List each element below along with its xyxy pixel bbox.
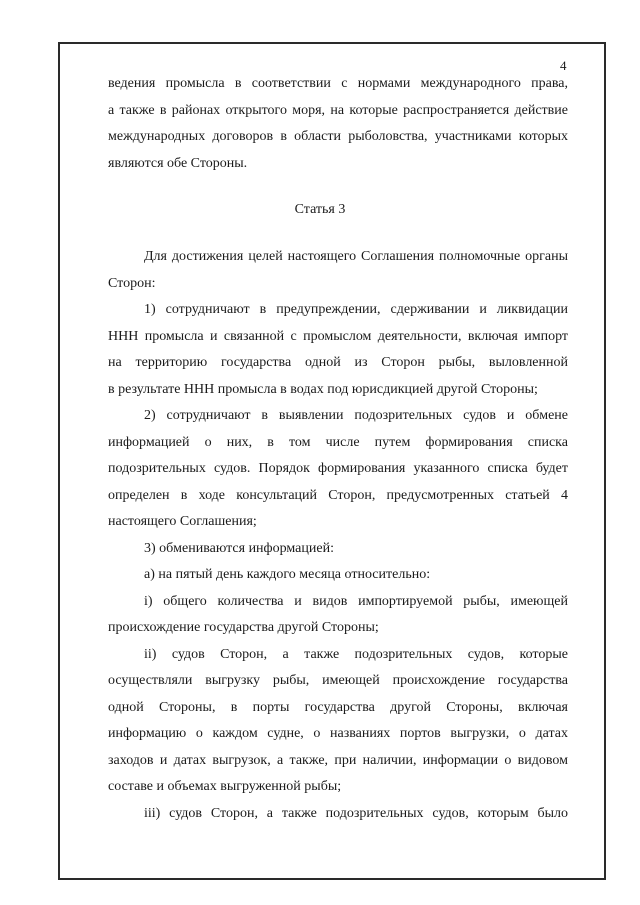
article-heading: Статья 3: [294, 202, 346, 217]
text-line: а) на пятый день каждого месяца относительно:: [144, 567, 431, 582]
page-number: 4: [560, 58, 567, 73]
text-line: осуществляли выгрузку рыбы, имеющей происхождение государства: [108, 673, 568, 688]
item-1-paragraph: [108, 297, 568, 403]
text-line: а также в районах открытого моря, на которые распространяется действие: [108, 102, 568, 118]
text-line: составе и объемах выгруженной рыбы;: [108, 779, 342, 794]
text-line: являются обе Стороны.: [108, 155, 248, 171]
text-line: заходов и датах выгрузок, а также, при наличии, информации о видовом: [108, 752, 568, 768]
text-line: информацией о них, в том числе путем формирования списка: [108, 434, 568, 450]
text-line: в результате ННН промысла в водах под юрисдикцией другой Стороны;: [108, 381, 538, 397]
item-3-paragraph: [108, 536, 568, 563]
item-3a-paragraph: [108, 562, 568, 589]
text-line: одной Стороны, в порты государства другой Стороны, включая: [108, 699, 568, 715]
text-line: настоящего Соглашения;: [108, 514, 257, 529]
text-line: iii) судов Сторон, а также подозрительных судов, которым было: [144, 805, 568, 821]
text-line: происхождение государства другой Стороны;: [108, 620, 379, 635]
item-2-paragraph: [108, 403, 568, 536]
text-line: 3) обмениваются информацией:: [144, 540, 334, 556]
text-line: ННН промысла и связанной с промыслом деятельности, включая импорт: [108, 328, 568, 344]
text-line: ведения промысла в соответствии с нормами международного права,: [108, 76, 568, 91]
article-intro-paragraph: [108, 244, 568, 297]
intro-paragraph: [108, 71, 568, 177]
text-line: 1) сотрудничают в предупреждении, сдерживании и ликвидации: [144, 302, 568, 317]
text-line: 2) сотрудничают в выявлении подозрительных судов и обмене: [144, 408, 568, 423]
item-ii-paragraph: [108, 642, 568, 801]
text-line: информацию о каждом судне, о названиях портов выгрузки, о датах: [108, 726, 568, 741]
text-line: международных договоров в области рыболовства, участниками которых: [108, 129, 568, 144]
text-line: Сторон:: [108, 275, 156, 291]
text-line: i) общего количества и видов импортируемой рыбы, имеющей: [144, 593, 568, 609]
text-line: определен в ходе консультаций Сторон, предусмотренных статьей 4: [108, 487, 568, 503]
text-line: подозрительных судов. Порядок формирования указанного списка будет: [108, 461, 568, 476]
item-iii-paragraph: [108, 801, 568, 828]
item-i-paragraph: [108, 589, 568, 642]
article-body: [108, 244, 568, 827]
text-line: ii) судов Сторон, а также подозрительных судов, которые: [144, 646, 568, 662]
text-line: на территорию государства одной из Сторон рыбы, выловленной: [108, 355, 568, 370]
text-line: Для достижения целей настоящего Соглашения полномочные органы: [144, 249, 568, 264]
